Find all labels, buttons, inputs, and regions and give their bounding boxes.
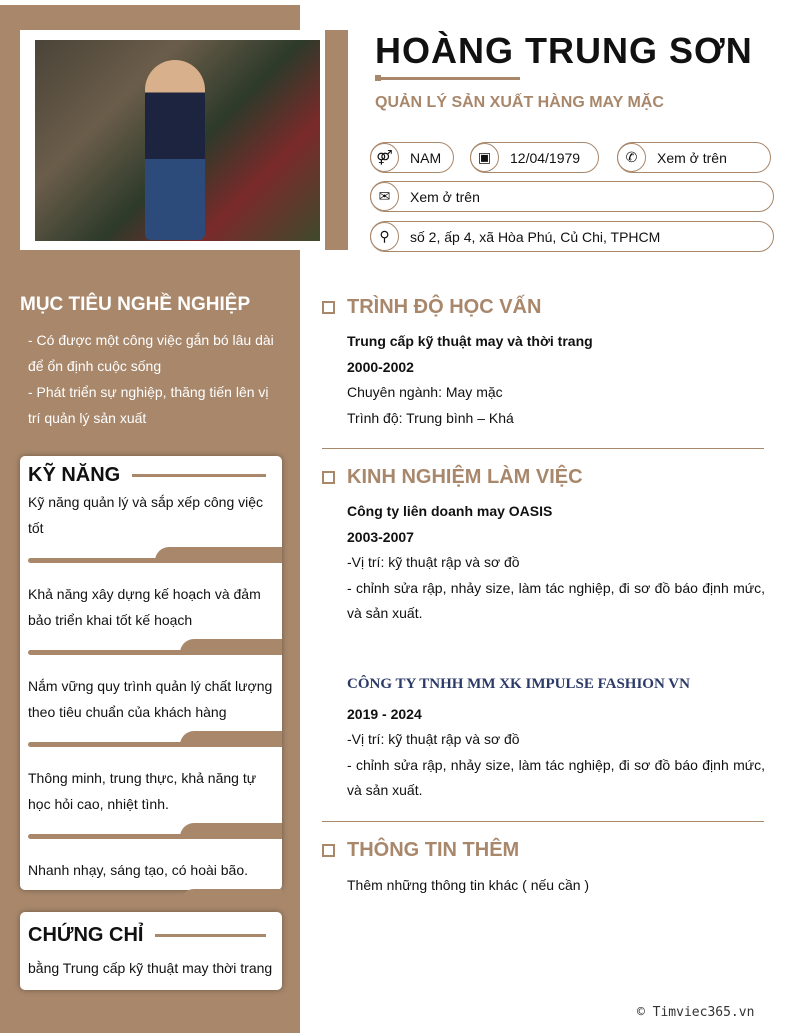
- skill-level-bar: [28, 639, 282, 655]
- certificates-card: [20, 912, 282, 990]
- job-position: -Vị trí: kỹ thuật rập và sơ đồ: [347, 731, 520, 747]
- certificates-heading: CHỨNG CHỈ: [28, 924, 274, 947]
- job-description: - chỉnh sửa rập, nhảy size, làm tác nghiệp, đi sơ đồ báo định mức, và sản xuất.: [347, 579, 765, 621]
- school-name: Trung cấp kỹ thuật may và thời trang: [347, 333, 593, 349]
- phone-value: Xem ở trên: [657, 149, 727, 166]
- education-major: Chuyên ngành: May mặc: [347, 384, 503, 400]
- objective-line: - Phát triển sự nghiệp, thăng tiến lên vị trí quản lý sản xuất: [28, 384, 269, 426]
- objective-line: - Có được một công việc gắn bó lâu dài để ổn định cuộc sống: [28, 332, 274, 374]
- education-years: 2000-2002: [347, 358, 414, 375]
- company-name: Công ty liên doanh may OASIS: [347, 503, 553, 519]
- skill-item: Kỹ năng quản lý và sắp xếp công việc tốt: [28, 494, 264, 536]
- phone-icon: ✆: [617, 143, 646, 172]
- education-grade: Trình độ: Trung bình – Khá: [347, 409, 514, 426]
- email-field: [370, 181, 774, 212]
- birthday-value: 12/04/1979: [510, 149, 581, 166]
- footer-watermark: © Timviec365.vn: [637, 1005, 755, 1020]
- skill-level-bar: [28, 547, 282, 563]
- extra-info-heading: THÔNG TIN THÊM: [322, 839, 519, 862]
- job-description: - chỉnh sửa rập, nhảy size, làm tác nghiệp, đi sơ đồ báo định mức, và sản xuất.: [347, 756, 765, 798]
- map-pin-icon: ⚲: [370, 222, 399, 251]
- square-icon: [322, 471, 335, 484]
- experience-heading: KINH NGHIỆM LÀM VIỆC: [322, 466, 583, 489]
- candidate-name: HOÀNG TRUNG SƠN: [375, 30, 753, 71]
- square-icon: [322, 301, 335, 314]
- skill-item: Nhanh nhạy, sáng tạo, có hoài bão.: [28, 862, 249, 878]
- job-years: 2019 - 2024: [347, 705, 422, 722]
- objective-text: [28, 327, 283, 431]
- skill-level-bar: [28, 731, 282, 747]
- divider: [322, 821, 764, 822]
- birthday-field: [470, 142, 599, 173]
- calendar-icon: ▣: [470, 143, 499, 172]
- job-entry: [347, 499, 765, 627]
- extra-info-text: Thêm những thông tin khác ( nếu cần ): [347, 877, 590, 893]
- phone-field: [617, 142, 771, 173]
- skill-level-bar: [28, 823, 282, 839]
- objective-heading: MỤC TIÊU NGHỀ NGHIỆP: [20, 294, 251, 315]
- education-heading: TRÌNH ĐỘ HỌC VẤN: [322, 296, 541, 319]
- job-title: QUẢN LÝ SẢN XUẤT HÀNG MAY MẶC: [375, 94, 664, 111]
- skill-item: Thông minh, trung thực, khả năng tự học hỏi cao, nhiệt tình.: [28, 770, 257, 812]
- accent-strip: [325, 30, 348, 250]
- certificate-item: bằng Trung cấp kỹ thuật may thời trang: [28, 960, 273, 976]
- profile-photo-frame: [20, 30, 330, 250]
- address-value: số 2, ấp 4, xã Hòa Phú, Củ Chi, TPHCM: [410, 228, 661, 245]
- square-icon: [322, 844, 335, 857]
- address-field: [370, 221, 774, 252]
- divider: [322, 448, 764, 449]
- company-name: CÔNG TY TNHH MM XK IMPULSE FASHION VN: [347, 676, 690, 692]
- profile-photo: [35, 40, 320, 241]
- job-position: -Vị trí: kỹ thuật rập và sơ đồ: [347, 554, 520, 570]
- gender-icon: ⚤: [370, 143, 399, 172]
- job-entry: [347, 672, 765, 804]
- gender-field: [370, 142, 454, 173]
- education-content: [347, 329, 765, 431]
- gender-value: NAM: [410, 149, 442, 166]
- name-underline: [375, 77, 520, 80]
- envelope-icon: ✉: [370, 182, 399, 211]
- skill-item: Khả năng xây dựng kế hoạch và đảm bảo triển khai tốt kế hoạch: [28, 586, 261, 628]
- job-years: 2003-2007: [347, 528, 414, 545]
- email-value: Xem ở trên: [410, 188, 480, 205]
- skills-heading: KỸ NĂNG: [28, 464, 274, 487]
- skill-item: Nắm vững quy trình quản lý chất lượng theo tiêu chuẩn của khách hàng: [28, 678, 273, 720]
- skill-level-bar: [28, 889, 282, 905]
- skills-card: [20, 456, 282, 890]
